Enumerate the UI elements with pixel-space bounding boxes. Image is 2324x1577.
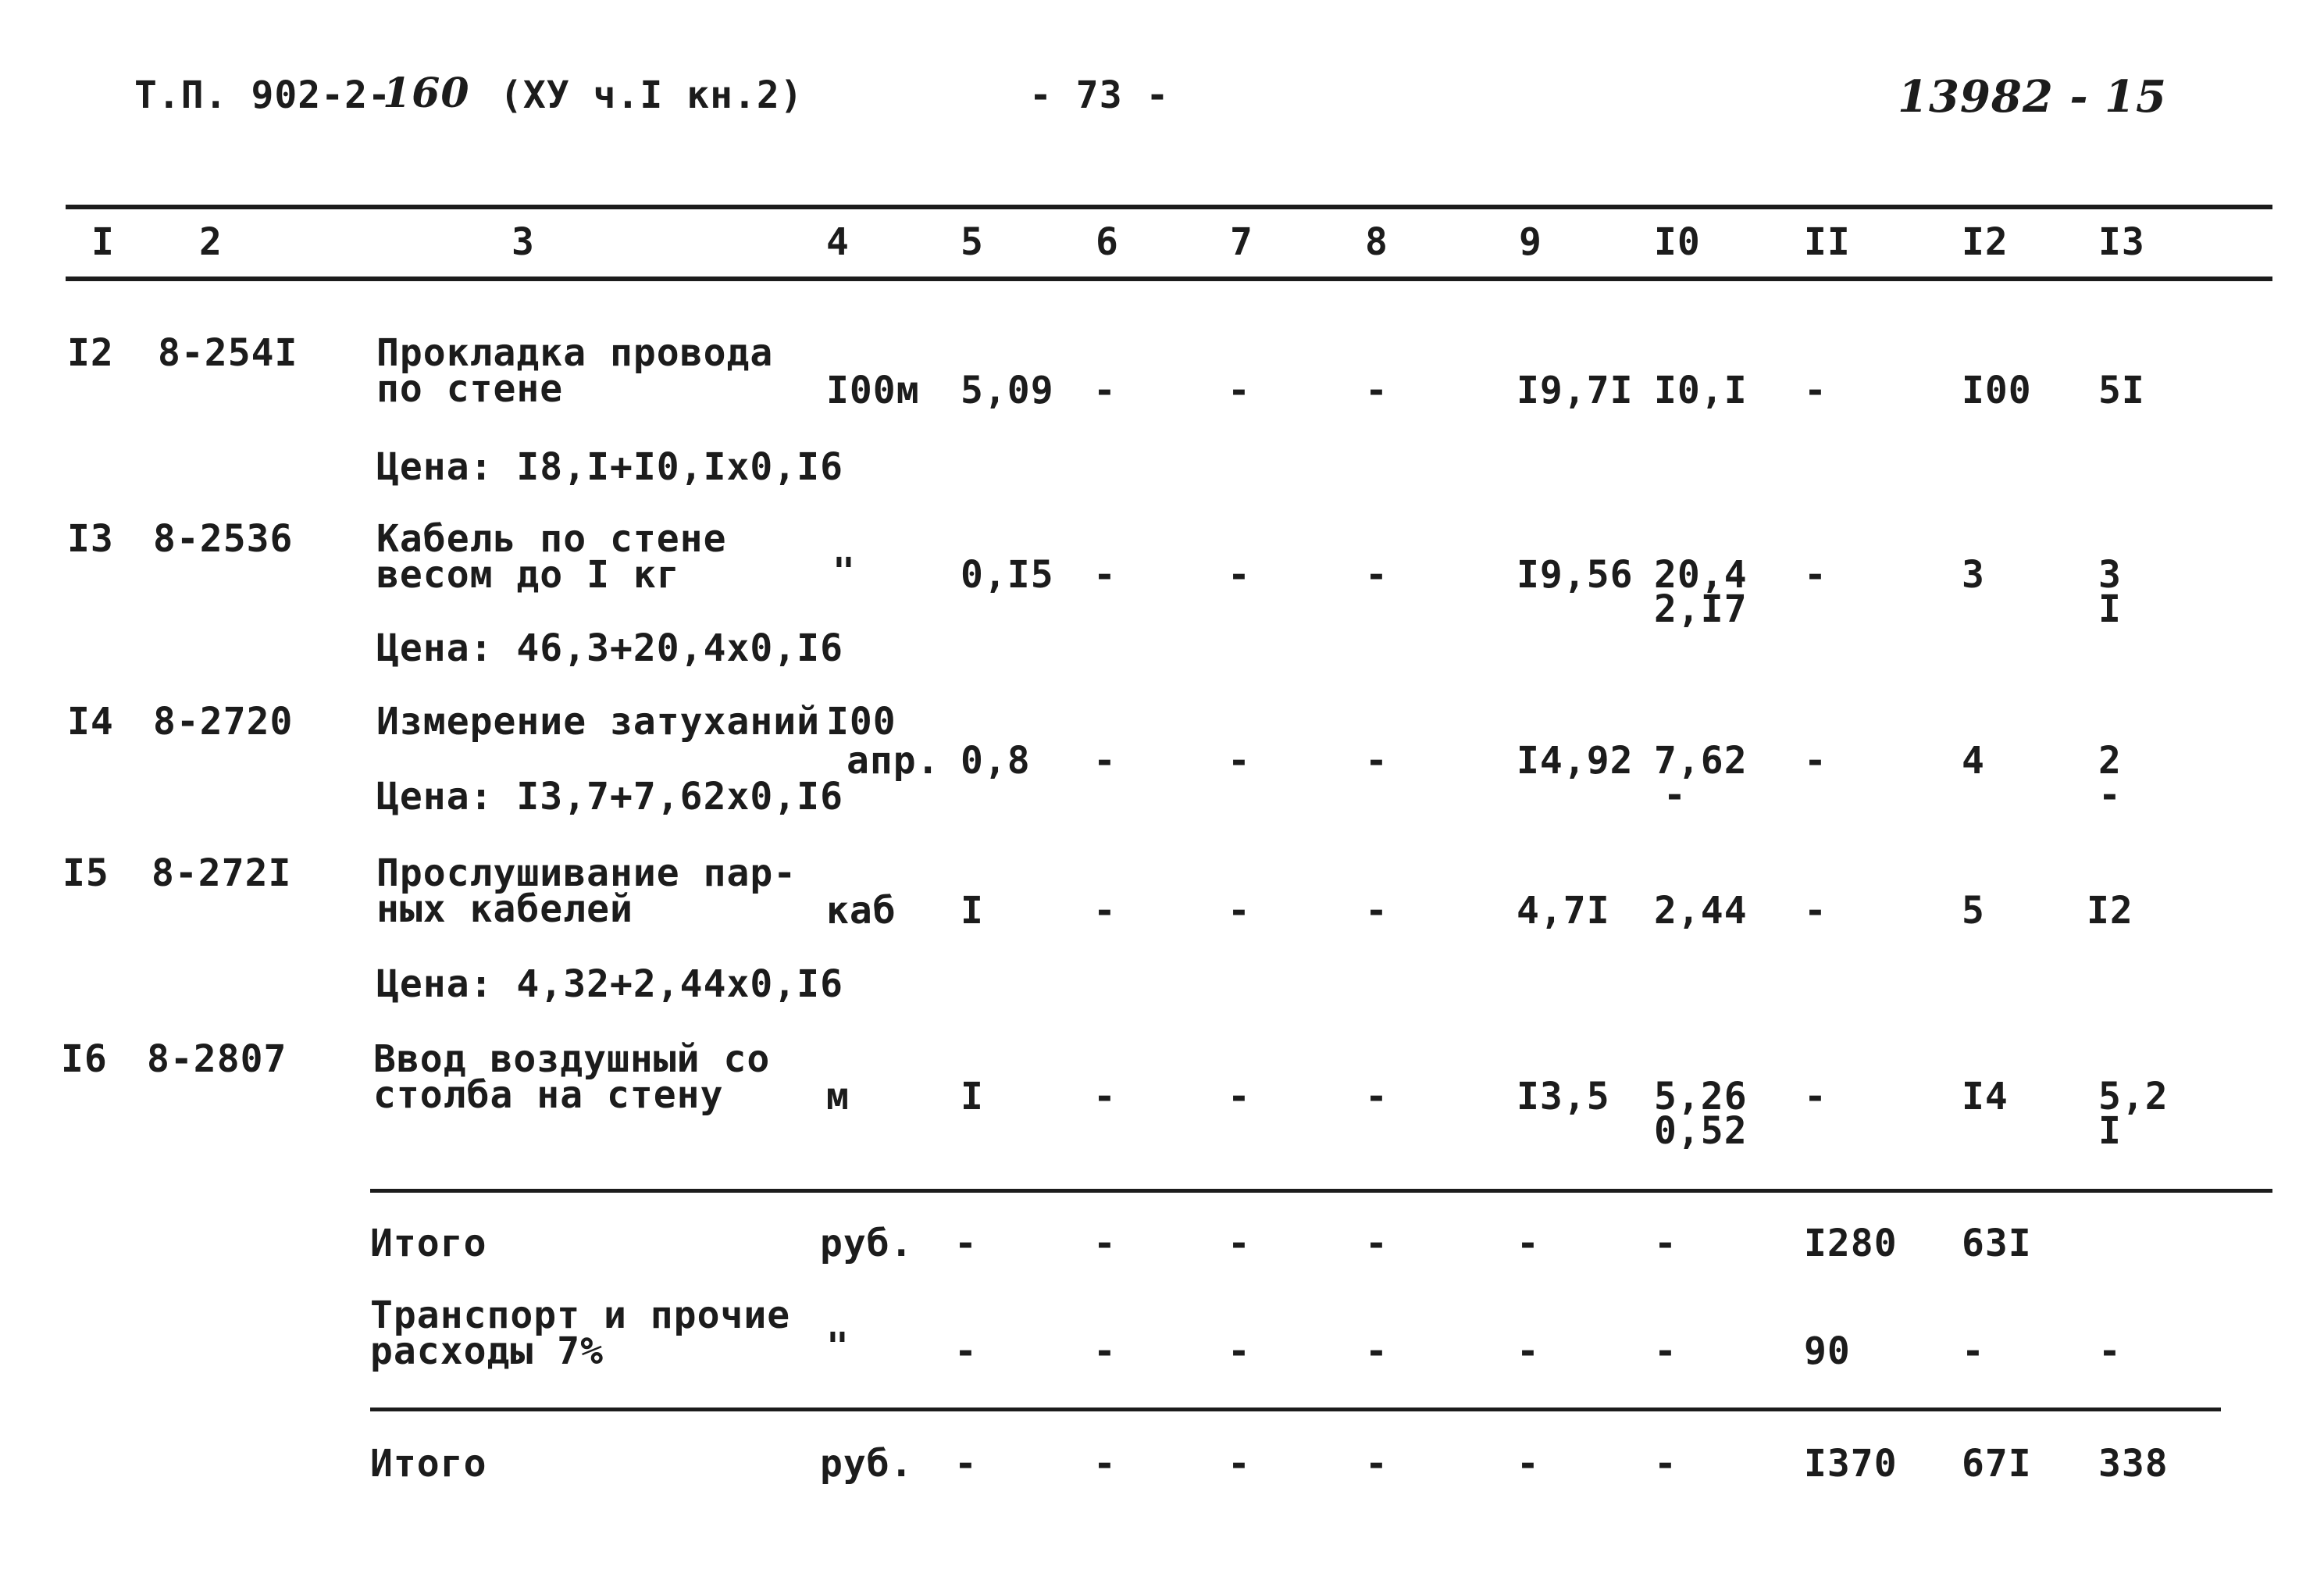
row-col13-secondary: I (2098, 587, 2122, 631)
row-col13: 3 (2098, 553, 2122, 597)
row-quantity: 0,8 (961, 739, 1031, 783)
row-col12: 4 (1962, 739, 1985, 783)
grand-total-col7: - (1228, 1442, 1251, 1486)
row-number: I5 (62, 851, 109, 895)
row-col13: 2 (2098, 739, 2122, 783)
total-col6: - (1093, 1222, 1117, 1265)
row-quantity: 0,I5 (961, 553, 1054, 597)
row-col10: I0,I (1654, 369, 1748, 412)
doc-suffix: (ХУ ч.I кн.2) (500, 73, 804, 117)
row-col12: 5 (1962, 889, 1985, 933)
doc-number-handwritten: 160 (383, 70, 470, 117)
transport-unit: " (826, 1325, 850, 1368)
col-header-7: 7 (1230, 220, 1253, 264)
row-col7: - (1228, 1075, 1251, 1119)
row-unit: каб (826, 889, 896, 933)
row-col8: - (1365, 553, 1388, 597)
table-header-bottom-rule (66, 277, 2272, 281)
row-col11: - (1804, 1075, 1827, 1119)
row-price-formula: Цена: I8,I+I0,Ix0,I6 (376, 445, 843, 489)
row-col12: I4 (1962, 1075, 2009, 1119)
row-unit-line2: апр. (847, 739, 940, 783)
col-header-2: 2 (199, 220, 223, 264)
row-description-line1: Прослушивание пар- (376, 851, 797, 895)
row-col10-secondary: 0,52 (1654, 1109, 1748, 1153)
row-col6: - (1093, 1075, 1117, 1119)
col-header-9: 9 (1519, 220, 1542, 264)
row-col9: 4,7I (1517, 889, 1610, 933)
row-col6: - (1093, 739, 1117, 783)
row-col10-secondary: - (1663, 773, 1687, 817)
transport-col6: - (1093, 1329, 1117, 1373)
col-header-5: 5 (961, 220, 984, 264)
row-col10: 5,26 (1654, 1075, 1748, 1119)
row-col8: - (1365, 369, 1388, 412)
row-col6: - (1093, 369, 1117, 412)
row-price-formula: Цена: 46,3+20,4x0,I6 (376, 626, 843, 670)
col-header-11: II (1804, 220, 1851, 264)
transport-col12: - (1962, 1329, 1985, 1373)
row-col6: - (1093, 889, 1117, 933)
row-unit: " (832, 550, 856, 594)
row-description-line2: столба на стену (373, 1073, 724, 1117)
row-quantity: I (961, 1075, 984, 1119)
row-unit: I00м (826, 369, 920, 412)
row-code: 8-272I (151, 851, 292, 895)
row-col7: - (1228, 889, 1251, 933)
row-description-line1: Измерение затуханий (376, 700, 821, 744)
transport-col8: - (1365, 1329, 1388, 1373)
row-col6: - (1093, 553, 1117, 597)
total-col5: - (954, 1222, 978, 1265)
grand-total-col13: 338 (2098, 1442, 2169, 1486)
grand-total-col12: 67I (1962, 1442, 2032, 1486)
row-code: 8-2720 (153, 700, 294, 744)
row-col9: I3,5 (1517, 1075, 1610, 1119)
row-description-line1: Прокладка провода (376, 331, 774, 375)
row-col13: 5I (2098, 369, 2145, 412)
row-col11: - (1804, 889, 1827, 933)
row-col10: 2,44 (1654, 889, 1748, 933)
col-header-1: I (91, 220, 115, 264)
row-quantity: 5,09 (961, 369, 1054, 412)
row-col9: I9,56 (1517, 553, 1634, 597)
col-header-3: 3 (511, 220, 535, 264)
totals-top-rule (370, 1189, 2272, 1193)
row-col13-secondary: - (2098, 773, 2122, 817)
row-unit: м (826, 1075, 850, 1119)
row-quantity: I (961, 889, 984, 933)
col-header-12: I2 (1962, 220, 2009, 264)
grand-total-col9: - (1517, 1442, 1540, 1486)
table-top-rule (66, 205, 2272, 209)
transport-col7: - (1228, 1329, 1251, 1373)
row-col10: 7,62 (1654, 739, 1748, 783)
row-code: 8-254I (158, 331, 298, 375)
row-number: I3 (67, 517, 114, 561)
row-number: I6 (61, 1037, 108, 1081)
row-col8: - (1365, 889, 1388, 933)
row-col13-secondary: I (2098, 1109, 2122, 1153)
total-label: Итого (370, 1222, 487, 1265)
doc-prefix: Т.П. 902-2- (134, 73, 391, 117)
total-col10: - (1654, 1222, 1677, 1265)
row-col13: I2 (2087, 889, 2133, 933)
grand-total-col6: - (1093, 1442, 1117, 1486)
row-number: I2 (67, 331, 114, 375)
transport-col9: - (1517, 1329, 1540, 1373)
row-description-line2: весом до I кг (376, 553, 680, 597)
row-unit: I00 (826, 700, 896, 744)
total-unit: руб. (820, 1222, 914, 1265)
col-header-6: 6 (1096, 220, 1119, 264)
total-col9: - (1517, 1222, 1540, 1265)
row-number: I4 (67, 700, 114, 744)
row-col11: - (1804, 739, 1827, 783)
transport-label-line2: расходы 7% (370, 1329, 604, 1373)
row-col12: 3 (1962, 553, 1985, 597)
row-col9: I4,92 (1517, 739, 1634, 783)
row-col10-secondary: 2,I7 (1654, 587, 1748, 631)
transport-col13: - (2098, 1329, 2122, 1373)
row-col8: - (1365, 739, 1388, 783)
row-col7: - (1228, 739, 1251, 783)
total-col8: - (1365, 1222, 1388, 1265)
row-col7: - (1228, 369, 1251, 412)
total-col7: - (1228, 1222, 1251, 1265)
row-col13: 5,2 (2098, 1075, 2169, 1119)
total-col12: 63I (1962, 1222, 2032, 1265)
row-col10: 20,4 (1654, 553, 1748, 597)
grand-total-col10: - (1654, 1442, 1677, 1486)
col-header-13: I3 (2098, 220, 2145, 264)
row-description-line2: ных кабелей (376, 887, 633, 931)
total-col11: I280 (1804, 1222, 1898, 1265)
row-col8: - (1365, 1075, 1388, 1119)
row-col7: - (1228, 553, 1251, 597)
col-header-4: 4 (826, 220, 850, 264)
row-col11: - (1804, 369, 1827, 412)
row-description-line2: по стене (376, 367, 564, 411)
row-description-line1: Ввод воздушный со (373, 1037, 771, 1081)
row-col11: - (1804, 553, 1827, 597)
grand-total-col8: - (1365, 1442, 1388, 1486)
grand-total-col5: - (954, 1442, 978, 1486)
transport-label-line1: Транспорт и прочие (370, 1293, 791, 1337)
col-header-8: 8 (1365, 220, 1388, 264)
row-col12: I00 (1962, 369, 2032, 412)
row-code: 8-2807 (147, 1037, 287, 1081)
page-number: - 73 - (1029, 73, 1170, 117)
grand-total-label: Итого (370, 1442, 487, 1486)
transport-col11: 90 (1804, 1329, 1851, 1373)
transport-col10: - (1654, 1329, 1677, 1373)
archive-number: 13982 - 15 (1898, 71, 2167, 123)
row-col9: I9,7I (1517, 369, 1634, 412)
grand-total-unit: руб. (820, 1442, 914, 1486)
col-header-10: I0 (1654, 220, 1701, 264)
row-price-formula: Цена: 4,32+2,44x0,I6 (376, 962, 843, 1006)
row-description-line1: Кабель по стене (376, 517, 727, 561)
grand-total-rule (370, 1408, 2221, 1411)
transport-col5: - (954, 1329, 978, 1373)
row-code: 8-2536 (153, 517, 294, 561)
grand-total-col11: I370 (1804, 1442, 1898, 1486)
row-price-formula: Цена: I3,7+7,62x0,I6 (376, 775, 843, 819)
